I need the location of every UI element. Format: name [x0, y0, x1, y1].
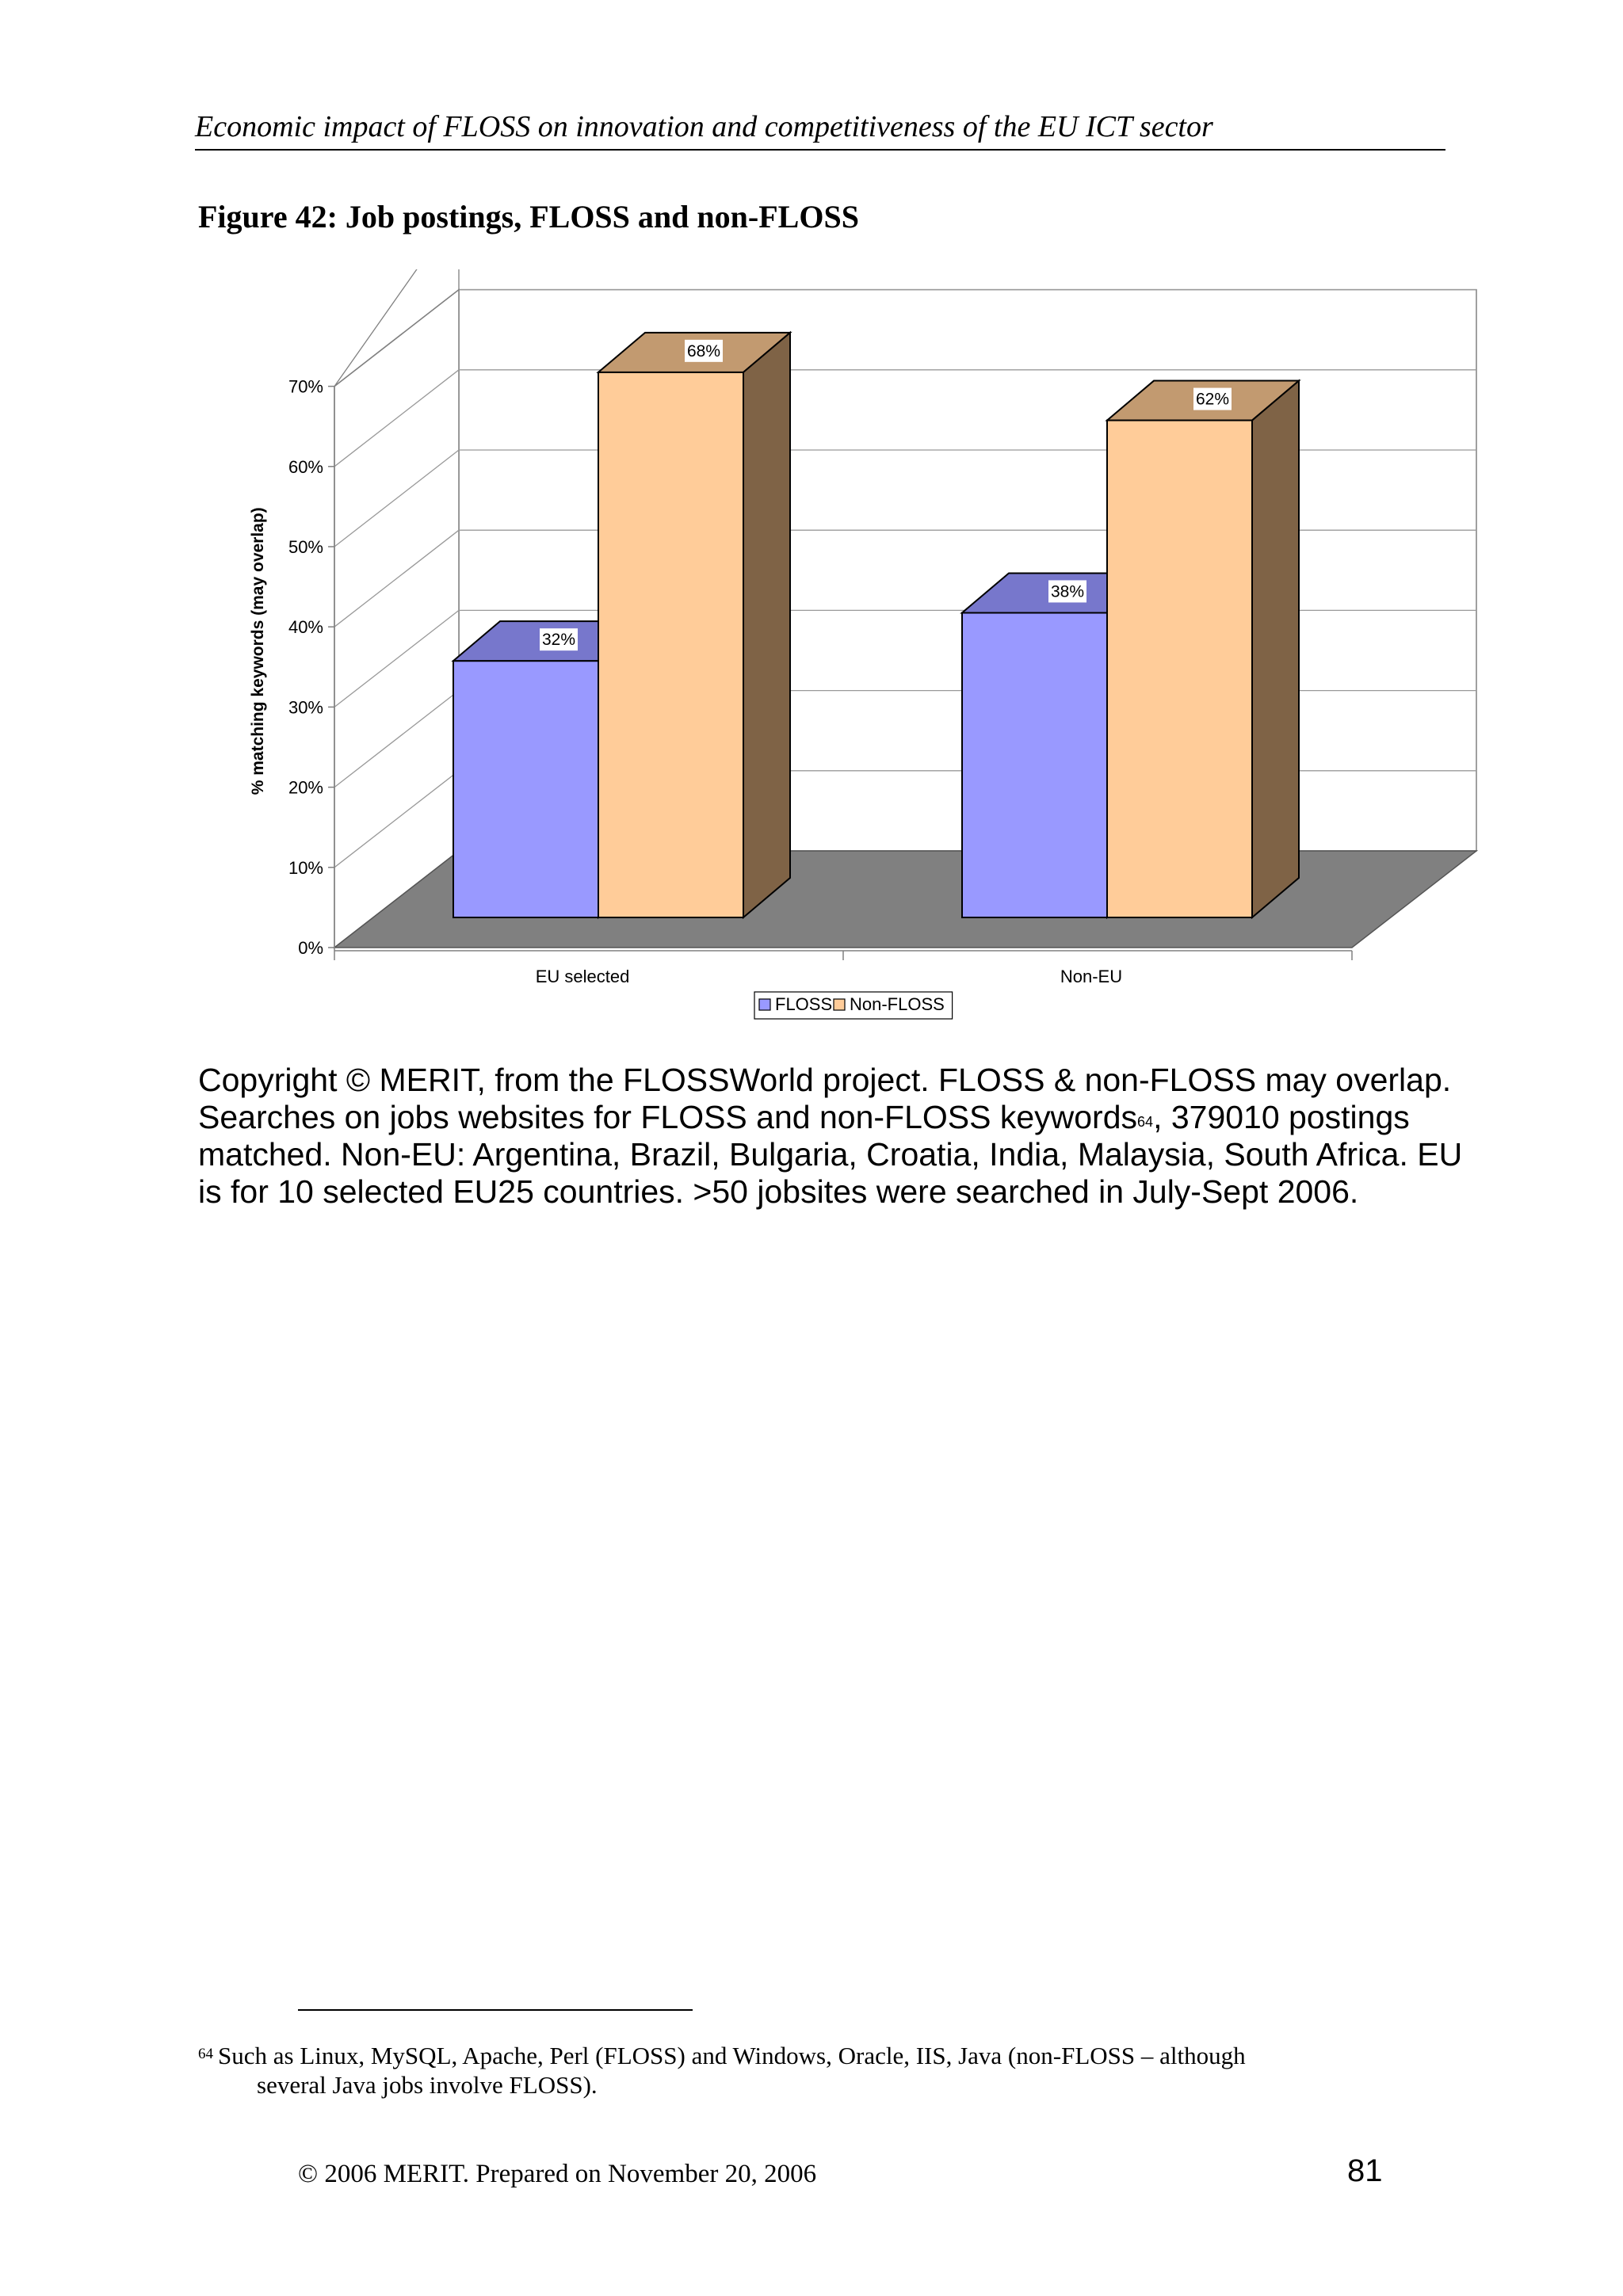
- data-label: 38%: [1050, 582, 1085, 601]
- bar-front: [453, 661, 598, 917]
- chart-legend: [754, 992, 953, 1019]
- y-tick-label: 60%: [288, 456, 323, 477]
- y-tick-label: 50%: [288, 537, 323, 557]
- bar-chart: [238, 269, 1490, 1046]
- legend-swatch: [759, 999, 770, 1010]
- data-label: 62%: [1195, 390, 1230, 409]
- bar-front: [598, 372, 743, 917]
- page-number: 81: [1347, 2153, 1383, 2188]
- legend-swatch: [834, 999, 845, 1010]
- header-rule: [195, 149, 1445, 151]
- x-tick-label: Non-EU: [1060, 967, 1123, 986]
- bar-front: [962, 612, 1107, 917]
- caption-text-2: , 379010 postings matched. Non-EU: Argentina, Brazil, Bulgaria, Croatia, India, Malaysia, South Africa. EU is for 10 selected EU25 countries. >50 jobsites were searched in July-Sept 2006.: [198, 1099, 1463, 1210]
- caption-text-1: Copyright © MERIT, from the FLOSSWorld project. FLOSS & non-FLOSS may overlap. Searches on jobs websites for FLOSS and non-FLOSS keywords: [198, 1062, 1452, 1135]
- y-tick-label: 0%: [298, 938, 323, 958]
- x-tick-label: EU selected: [535, 967, 630, 986]
- bar-front: [1107, 421, 1252, 917]
- figure-title: Figure 42: Job postings, FLOSS and non-FLOSS: [198, 199, 859, 235]
- footnote-rule: [298, 2009, 693, 2011]
- bar-side: [743, 333, 790, 917]
- page-footer: © 2006 MERIT. Prepared on November 20, 2006: [298, 2160, 817, 2188]
- y-tick-label: 20%: [288, 777, 323, 798]
- footnote-number: 64: [198, 2046, 213, 2062]
- data-label: 32%: [541, 631, 576, 650]
- running-header: Economic impact of FLOSS on innovation and competitiveness of the EU ICT sector: [195, 110, 1213, 143]
- footnote-line-2: several Java jobs involve FLOSS).: [257, 2071, 598, 2099]
- legend-label: FLOSS: [775, 994, 833, 1014]
- footnote: [198, 2041, 1419, 2100]
- legend-label: Non-FLOSS: [850, 994, 945, 1014]
- bar-side: [1252, 381, 1299, 917]
- figure-caption: [198, 1062, 1466, 1211]
- side-wall: [334, 290, 459, 948]
- y-tick-label: 40%: [288, 617, 323, 638]
- footnote-reference[interactable]: 64: [1137, 1114, 1154, 1130]
- data-label: 68%: [686, 341, 721, 360]
- y-tick-label: 10%: [288, 857, 323, 878]
- y-axis-title: % matching keywords (may overlap): [249, 507, 267, 795]
- y-tick-label: 70%: [288, 376, 323, 397]
- footnote-line-1: Such as Linux, MySQL, Apache, Perl (FLOSS) and Windows, Oracle, IIS, Java (non-FLOSS – although: [218, 2042, 1246, 2069]
- y-tick-label: 30%: [288, 697, 323, 718]
